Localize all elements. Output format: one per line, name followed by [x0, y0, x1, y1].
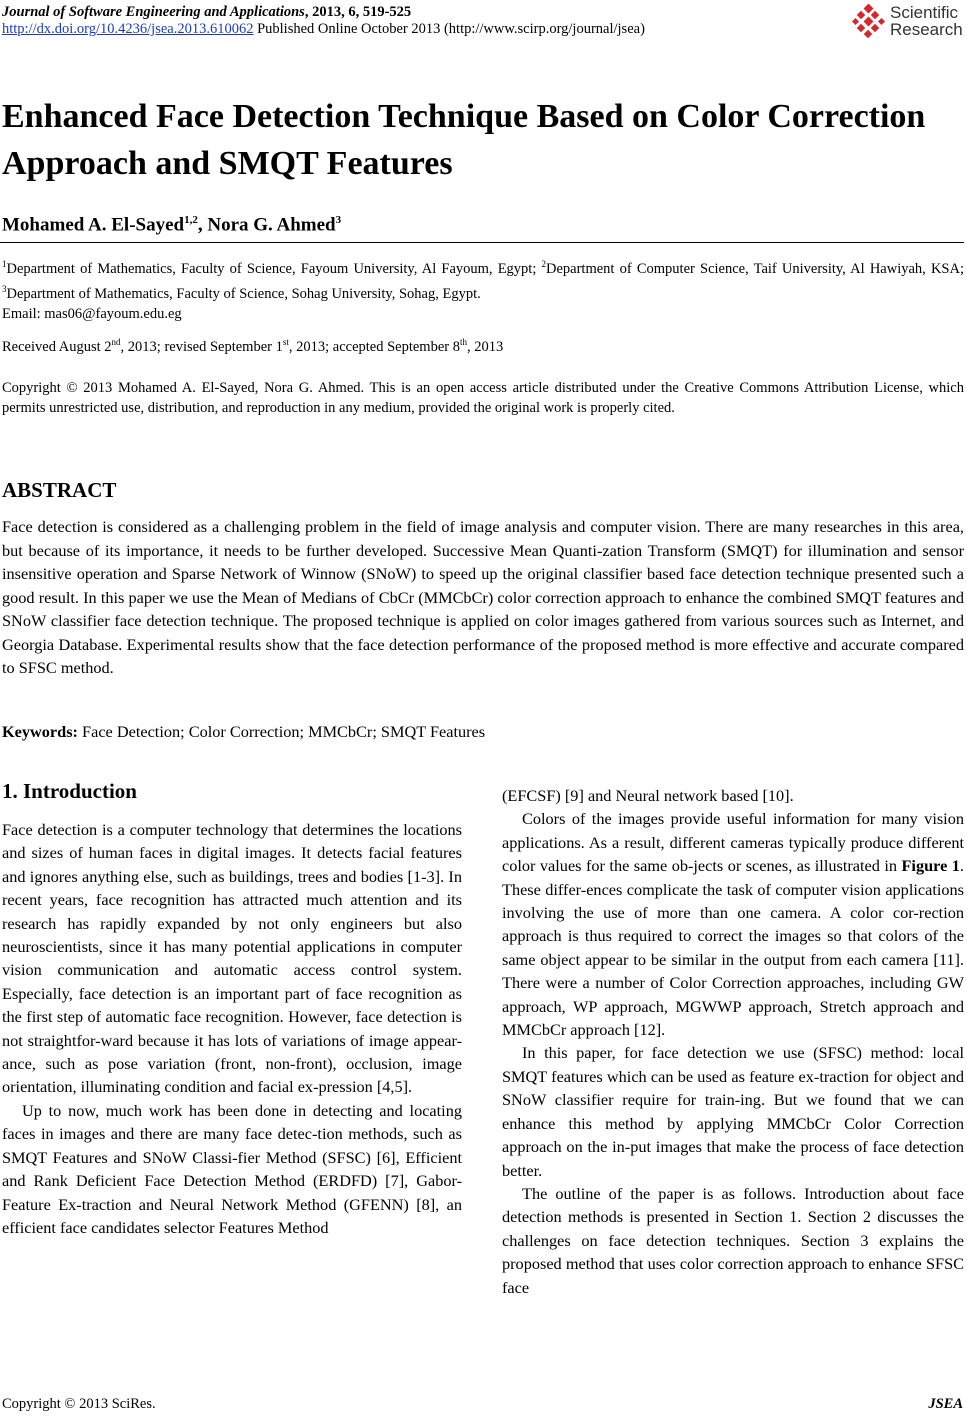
paragraph: Face detection is a computer technology that determines the locations and sizes of human faces in digital images. It detects facial features and ignores anything else, such as buildings, trees and bodies [1-3]. In recent years, face recognition has attracted much attention and its research has rapidly expanded by not only engineers but also neuroscientists, since it has many potential applications in computer vision communication and automatic access control system. Especially, face detection is an important part of face recognition as the first step of automatic face recognition. However, face detection is not straightfor-ward because it has lots of variations of image appear-ance, such as pose variation (front, non-front), occlusion, image orientation, illuminating condition and facial ex-pression [4,5].: [2, 820, 462, 1097]
journal-header: [2, 4, 645, 38]
paper-title: Enhanced Face Detection Technique Based on Color Correction Approach and SMQT Features: [2, 98, 926, 182]
scientific-research-logo: [852, 2, 964, 42]
published-line: Published Online October 2013 (http://www.scirp.org/journal/jsea): [253, 21, 645, 37]
copyright-notice: Copyright © 2013 Mohamed A. El-Sayed, Nora G. Ahmed. This is an open access article distributed under the Creative Commons Attribution License, which permits unrestricted use, distribution, and reproduction in any medium, provided the original work is properly cited.: [2, 380, 964, 416]
journal-name: Journal of Software Engineering and Applications: [2, 4, 305, 20]
right-column: [502, 784, 964, 1299]
abstract-text: Face detection is considered as a challenging problem in the field of image analysis and computer vision. There are many researches in this area, but because of its importance, it needs to be further developed. Successive Mean Quanti-zation Transform (SMQT) for illumination and sensor insensitive operation and Sparse Network of Winnow (SNoW) to speed up the original classifier based face detection technique presented such a good result. In this paper we use the Mean of Medians of CbCr (MMCbCr) color correction approach to enhance the combined SMQT features and SNoW classifier face detection technique. The proposed technique is applied on color images gathered from various sources such as Internet, and Georgia Database. Experimental results show that the face detection performance of the proposed method is more effective and accurate compared to SFSC method.: [2, 517, 964, 677]
paragraph: Up to now, much work has been done in detecting and locating faces in images and there are many face detec-tion methods, such as SMQT Features and SNoW Classi-fier Method (SFSC) [6], Efficient and Rank Deficient Face Detection Method (ERDFD) [7], Gabor-Feature Ex-traction and Neural Network Method (GFENN) [8], an efficient face candidates selector Features Method: [2, 1100, 462, 1237]
figure-ref: Figure 1: [901, 856, 960, 876]
journal-volume: , 2013, 6, 519-525: [304, 4, 412, 20]
logo-icon: [852, 4, 886, 38]
paragraph: In this paper, for face detection we use (SFSC) method: local SMQT features which can be used as feature ex-traction for object and SNoW classifier require for train-ing. But we found that we can enhance this method by applying MMCbCr Color Correction approach on the in-put images that make the process of face detection better.: [502, 1043, 964, 1180]
keywords: Keywords: Face Detection; Color Correction; MMCbCr; SMQT Features: [2, 722, 486, 741]
paragraph: The outline of the paper is as follows. Introduction about face detection methods is presented in Section 1. Section 2 discusses the challenges on face detection techniques. Section 3 explains the proposed method that uses color correction approach to enhance SFSC face: [502, 1183, 964, 1297]
affiliations: $^1$Department of Mathematics, Faculty of Science, Fayoum University, Al Fayoum, Egypt; $^2$Department of Computer Science, Taif University, Al Hawiyah, KSA; $^3$Department of Mathematics, Faculty of Science, Sohag University, Sohag, Egypt. Email: mas06@fayoum.edu.eg: [2, 259, 964, 322]
doi-link[interactable]: http://dx.doi.org/10.4236/jsea.2013.610062: [2, 21, 254, 37]
authors: Mohamed A. El-Sayed$^{1,2}$, Nora G. Ahmed$^3$: [2, 214, 342, 236]
paragraph: (EFCSF) [9] and Neural network based [10].: [502, 786, 794, 805]
footer-journal: JSEA: [928, 1396, 963, 1412]
section-heading: 1. Introduction: [2, 779, 137, 803]
footer-copyright: Copyright © 2013 SciRes.: [2, 1396, 156, 1412]
received-dates: Received August 2nd, 2013; revised September 1st, 2013; accepted September 8th, 2013: [2, 337, 504, 355]
logo-text: Scientific Research: [890, 3, 963, 39]
abstract-heading: ABSTRACT: [2, 478, 117, 502]
header-divider: [0, 242, 964, 243]
email: Email: mas06@fayoum.edu.eg: [2, 305, 182, 322]
paragraph: Colors of the images provide useful information for many vision applications. As a result, different cameras typically produce different color values for the same ob-jects or scenes, as illustrated in Figure 1. These differ-ences complicate the task of computer vision applications involving the use of more than one camera. A color cor-rection approach is thus required to correct the images so that colors of the same object appear to be similar in the output from each camera [11]. There were a number of Color Correction approaches, including GW approach, WP approach, MGWWP approach, Stretch approach and MMCbCr approach [12].: [502, 809, 964, 1040]
left-column: [2, 818, 462, 1239]
